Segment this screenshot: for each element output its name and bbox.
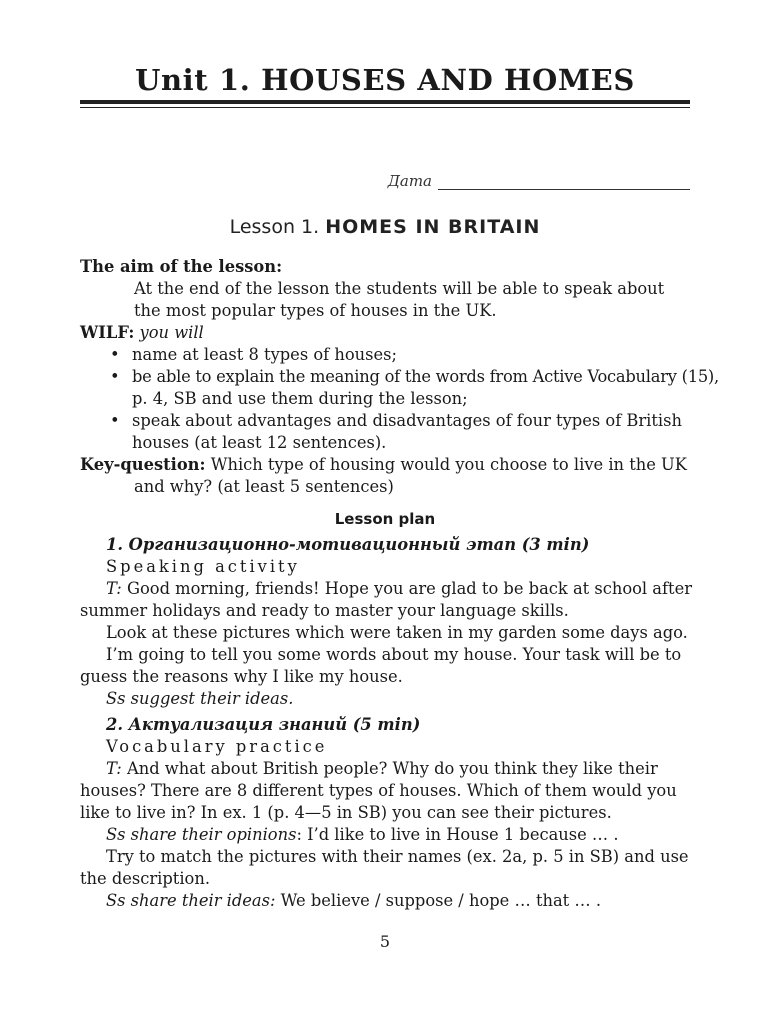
wilf-bullet-text: name at least 8 types of houses; — [132, 345, 397, 364]
lesson-prefix: Lesson 1. — [229, 216, 320, 238]
bullet-dot-icon: • — [110, 411, 120, 430]
key-question-text: Which type of housing would you choose to live in the UK — [210, 455, 687, 474]
wilf-bullet-cont: houses (at least 12 sentences). — [132, 433, 387, 452]
key-question-cont: and why? (at least 5 sentences) — [134, 477, 394, 496]
wilf-bullet — [80, 410, 690, 432]
stage2-heading: 2. Актуализация знаний (5 min) — [106, 715, 421, 734]
aim-line: the most popular types of houses in the UK. — [134, 301, 497, 320]
aim-line: At the end of the lesson the students will be able to speak about — [134, 279, 665, 298]
stage2-teacher — [80, 758, 690, 780]
title-rule-thin — [80, 107, 690, 108]
lesson-body — [80, 256, 719, 912]
wilf-bullet-text: speak about advantages and disadvantages of four types of British — [132, 411, 682, 430]
wilf-line — [80, 322, 690, 344]
stage2-para: Try to match the pictures with their names (ex. 2a, p. 5 in SB) and use — [106, 847, 689, 866]
stage2-activity: Vocabulary practice — [106, 737, 328, 756]
teacher-text: Good morning, friends! Hope you are glad to be back at school after — [126, 579, 693, 598]
lesson-title — [80, 213, 690, 241]
teacher-text: And what about British people? Why do you think they like their — [126, 759, 658, 778]
key-question-label: Key-question: — [80, 455, 206, 474]
stage1-teacher — [80, 578, 693, 600]
title-rule-thick — [80, 100, 690, 104]
bullet-dot-icon: • — [110, 367, 120, 386]
date-blank-line — [438, 173, 690, 190]
wilf-label: WILF: — [80, 323, 135, 342]
teacher-label: T: — [106, 579, 122, 598]
stage2-students — [80, 824, 690, 846]
wilf-bullet — [80, 366, 719, 388]
teacher-label: T: — [106, 759, 122, 778]
wilf-bullet-text: be able to explain the meaning of the words from Active Vocabulary (15), — [132, 367, 719, 386]
stage1-heading: 1. Организационно-мотивационный этап (3 min) — [106, 535, 590, 554]
wilf-intro: you will — [139, 323, 204, 342]
stage2-students — [80, 890, 690, 912]
stage2-teacher-cont: like to live in? In ex. 1 (p. 4—5 in SB) you can see their pictures. — [80, 803, 612, 822]
stage1-para-cont: guess the reasons why I like my house. — [80, 667, 403, 686]
stage1-para: Look at these pictures which were taken in my garden some days ago. — [106, 623, 688, 642]
stage1-students: Ss suggest their ideas. — [106, 689, 294, 708]
lesson-name: HOMES IN BRITAIN — [325, 216, 541, 238]
stage2-teacher-cont: houses? There are 8 different types of houses. Which of them would you — [80, 781, 677, 800]
date-label: Дата — [387, 172, 432, 190]
students-label: Ss share their opinions — [106, 825, 297, 844]
stage1-activity: Speaking activity — [106, 557, 300, 576]
wilf-bullet-cont: p. 4, SB and use them during the lesson; — [132, 389, 468, 408]
bullet-dot-icon: • — [110, 345, 120, 364]
key-question — [80, 454, 690, 476]
wilf-bullet — [80, 344, 690, 366]
students-text: We believe / suppose / hope … that … . — [280, 891, 602, 910]
stage1-para: I’m going to tell you some words about my house. Your task will be to — [106, 645, 682, 664]
date-field — [388, 172, 690, 190]
unit-title: Unit 1. HOUSES AND HOMES — [135, 63, 635, 97]
aim-label: The aim of the lesson: — [80, 257, 283, 276]
stage1-teacher-cont: summer holidays and ready to master your language skills. — [80, 601, 569, 620]
students-label: Ss share their ideas: — [106, 891, 276, 910]
page-number: 5 — [379, 932, 391, 951]
lesson-plan-title: Lesson plan — [334, 510, 436, 528]
students-text: : I’d like to live in House 1 because … . — [296, 825, 619, 844]
stage2-para-cont: the description. — [80, 869, 210, 888]
